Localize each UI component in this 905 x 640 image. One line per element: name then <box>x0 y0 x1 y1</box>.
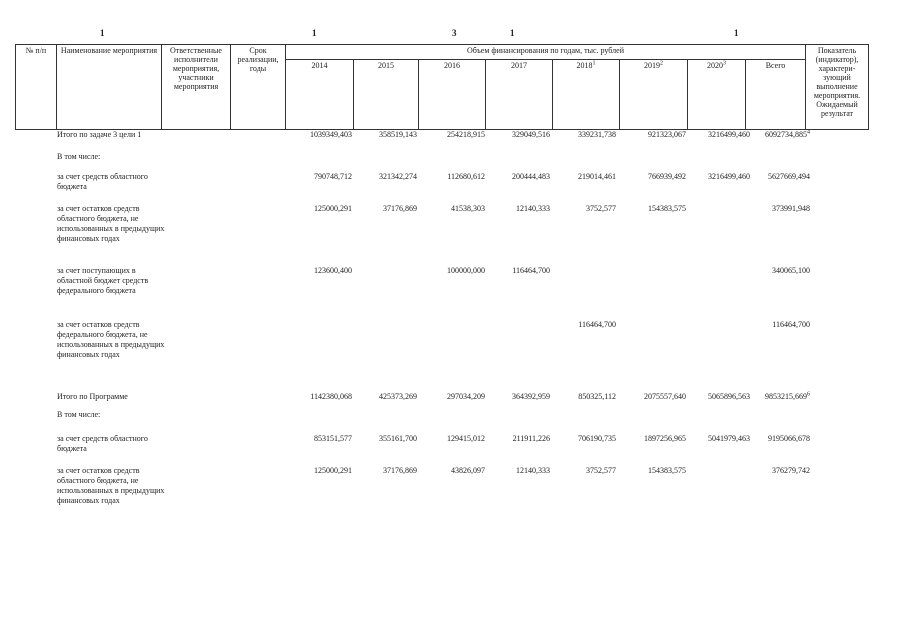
header-period: Срок реализации, годы <box>231 45 286 130</box>
header-table <box>15 44 869 130</box>
row-value: 116464,700 <box>512 266 550 275</box>
row-value: 921323,067 <box>648 130 686 139</box>
row-label: за счет средств областного бюджета <box>57 172 148 191</box>
row-value: 116464,700 <box>578 320 616 329</box>
header-year: 2018$^1$ <box>553 59 620 129</box>
row-value: 297034,209 <box>447 392 485 401</box>
row-value: 6092734,885$^4$ <box>765 129 810 139</box>
top-mark: 1 <box>312 28 317 38</box>
row-value: 3752,577 <box>586 466 616 475</box>
row-value: 123600,400 <box>314 266 352 275</box>
row-value: 211911,226 <box>512 434 550 443</box>
row-value: 340065,100 <box>772 266 810 275</box>
row-value: 254218,915 <box>447 130 485 139</box>
row-value: 112680,612 <box>447 172 485 181</box>
top-mark: 1 <box>734 28 739 38</box>
row-value: 12140,333 <box>516 204 550 213</box>
row-value: 5627669,494 <box>768 172 810 181</box>
row-value: 850325,112 <box>578 392 616 401</box>
row-value: 3216499,460 <box>708 172 750 181</box>
header-name: Наименование мероприятия <box>57 45 162 130</box>
top-mark: 3 <box>452 28 457 38</box>
row-value: 219014,461 <box>578 172 616 181</box>
row-value: 9853215,669$^6$ <box>765 391 810 401</box>
row-label: за счет остатков средств федерального бюджета, не использованных в предыдущих финансовых годах <box>57 320 165 359</box>
header-funding: Объем финансирования по годам, тыс. рублей <box>286 45 806 60</box>
header-year: 2015 <box>354 59 419 129</box>
header-year: Всего <box>746 59 806 129</box>
row-value: 853151,577 <box>314 434 352 443</box>
row-value: 329049,516 <box>512 130 550 139</box>
row-value: 3752,577 <box>586 204 616 213</box>
row-value: 425373,269 <box>379 392 417 401</box>
row-value: 766939,492 <box>648 172 686 181</box>
row-value: 100000,000 <box>447 266 485 275</box>
header-year: 2017 <box>486 59 553 129</box>
row-value: 129415,012 <box>447 434 485 443</box>
header-year: 2016 <box>419 59 486 129</box>
row-label: Итого по Программе <box>57 392 128 401</box>
row-value: 339231,738 <box>578 130 616 139</box>
row-value: 1039349,403 <box>310 130 352 139</box>
header-executors: Ответственные исполнители мероприятия, участники мероприятия <box>162 45 231 130</box>
header-year: 2019$^2$ <box>620 59 688 129</box>
header-year: 2020$^3$ <box>688 59 746 129</box>
top-mark: 1 <box>510 28 515 38</box>
row-label: за счет поступающих в областной бюджет средств федерального бюджета <box>57 266 149 295</box>
row-value: 373991,948 <box>772 204 810 213</box>
header-indicator: Показатель (индикатор), характери-зующий выполнение мероприятия. Ожидаемый результат <box>806 45 869 130</box>
row-value: 1897256,965 <box>644 434 686 443</box>
row-value: 12140,333 <box>516 466 550 475</box>
row-value: 321342,274 <box>379 172 417 181</box>
row-value: 154383,575 <box>648 466 686 475</box>
row-value: 37176,869 <box>383 466 417 475</box>
row-value: 1142380,068 <box>310 392 352 401</box>
row-value: 200444,483 <box>512 172 550 181</box>
row-value: 154383,575 <box>648 204 686 213</box>
row-label: Итого по задаче 3 цели 1 <box>57 130 142 139</box>
row-value: 790748,712 <box>314 172 352 181</box>
row-value: 358519,143 <box>379 130 417 139</box>
row-value: 3216499,460 <box>708 130 750 139</box>
top-mark: 1 <box>100 28 105 38</box>
row-value: 125000,291 <box>314 466 352 475</box>
row-value: 5041979,463 <box>708 434 750 443</box>
row-label: В том числе: <box>57 152 101 161</box>
header-num: № п/п <box>16 45 57 130</box>
row-value: 43826,097 <box>451 466 485 475</box>
row-label: за счет остатков средств областного бюджета, не использованных в предыдущих финансовых годах <box>57 466 165 505</box>
row-value: 37176,869 <box>383 204 417 213</box>
row-value: 376279,742 <box>772 466 810 475</box>
row-value: 41538,303 <box>451 204 485 213</box>
row-label: за счет остатков средств областного бюджета, не использованных в предыдущих финансовых годах <box>57 204 165 243</box>
row-value: 9195066,678 <box>768 434 810 443</box>
row-label: за счет средств областного бюджета <box>57 434 148 453</box>
row-value: 364392,959 <box>512 392 550 401</box>
row-value: 706190,735 <box>578 434 616 443</box>
row-label: В том числе: <box>57 410 101 419</box>
row-value: 125000,291 <box>314 204 352 213</box>
header-year: 2014 <box>286 59 354 129</box>
row-value: 5065896,563 <box>708 392 750 401</box>
row-value: 116464,700 <box>772 320 810 329</box>
row-value: 2075557,640 <box>644 392 686 401</box>
row-value: 355161,700 <box>379 434 417 443</box>
